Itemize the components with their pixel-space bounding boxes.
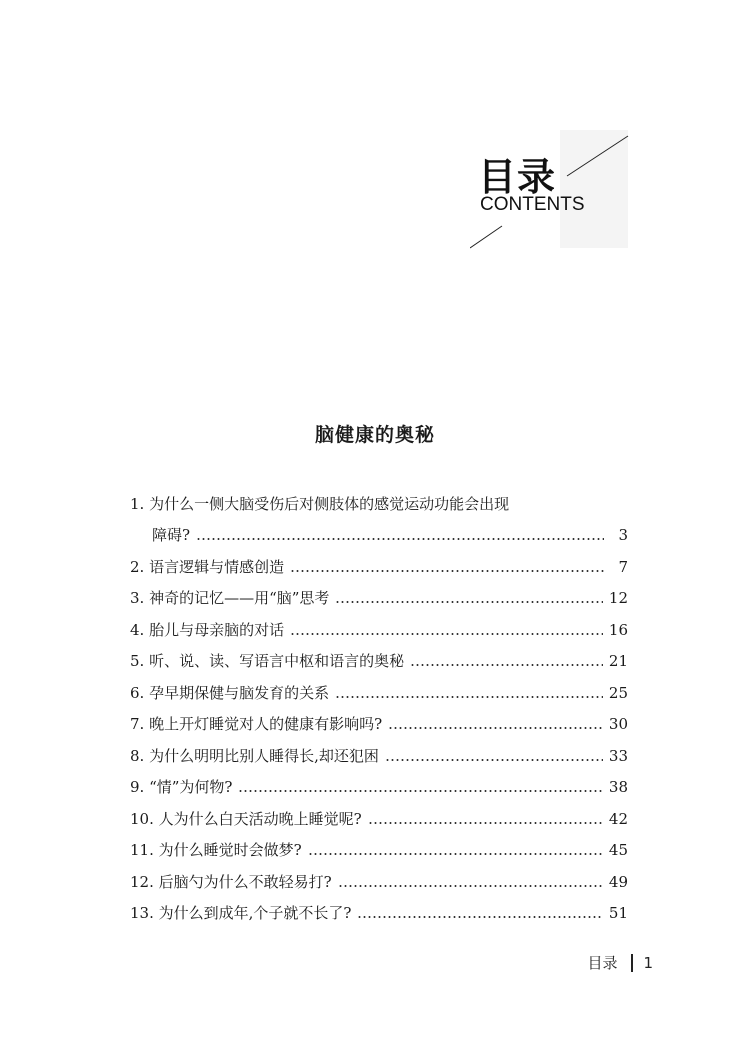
toc-page: 16	[608, 620, 628, 639]
toc-title: 孕早期保健与脑发育的关系	[149, 683, 330, 702]
toc-entry[interactable]	[130, 766, 628, 798]
toc-number: 2.	[130, 557, 150, 576]
toc-leader	[308, 853, 603, 855]
toc-title: 语言逻辑与情感创造	[149, 557, 285, 576]
heading-shadow-box	[560, 130, 628, 248]
toc-leader	[338, 885, 603, 887]
toc-number: 12.	[130, 872, 159, 891]
toc-entry[interactable]	[130, 608, 628, 640]
toc-page: 25	[608, 683, 628, 702]
toc-title: 晚上开灯睡觉对人的健康有影响吗?	[149, 715, 383, 733]
toc-entry[interactable]	[130, 577, 628, 609]
toc-leader	[368, 822, 603, 824]
toc-page: 38	[608, 778, 628, 796]
toc-entry[interactable]	[130, 640, 628, 672]
toc-page: 49	[608, 872, 628, 891]
toc-list	[130, 482, 628, 923]
toc-page: 45	[608, 841, 628, 859]
toc-leader	[335, 601, 602, 603]
toc-leader	[388, 727, 603, 729]
toc-title: 为什么明明比别人睡得长,却还犯困	[149, 746, 379, 765]
toc-title: 神奇的记忆——用“脑”思考	[149, 589, 330, 607]
toc-leader	[238, 790, 602, 792]
toc-leader	[290, 570, 604, 572]
toc-page: 7	[618, 557, 628, 576]
page-footer	[587, 952, 653, 973]
toc-number: 13.	[130, 904, 159, 922]
toc-leader	[290, 633, 603, 635]
toc-page: 30	[608, 715, 628, 733]
toc-number: 8.	[130, 746, 150, 765]
toc-title: 胎儿与母亲脑的对话	[149, 620, 285, 639]
toc-title: 听、说、读、写语言中枢和语言的奥秘	[149, 652, 405, 670]
toc-entry[interactable]	[130, 703, 628, 735]
footer-page-number: 1	[643, 953, 653, 972]
toc-title: “情”为何物?	[149, 778, 233, 796]
toc-page: 51	[608, 904, 628, 922]
toc-entry[interactable]	[130, 671, 628, 703]
toc-number: 7.	[130, 715, 150, 733]
heading-subtitle: CONTENTS	[480, 194, 585, 215]
toc-entry[interactable]	[130, 482, 628, 514]
toc-title: 为什么一侧大脑受伤后对侧肢体的感觉运动功能会出现	[149, 494, 510, 513]
toc-entry[interactable]	[130, 545, 628, 577]
toc-number: 6.	[130, 683, 150, 702]
heading-title: 目录	[478, 155, 557, 199]
toc-title: 人为什么白天活动晚上睡觉呢?	[158, 809, 362, 828]
heading-line-bottom	[470, 226, 502, 248]
toc-title: 障碍?	[152, 526, 191, 544]
toc-leader	[335, 696, 603, 698]
toc-number: 10.	[130, 809, 159, 828]
toc-entry[interactable]	[130, 860, 628, 892]
toc-entry[interactable]	[130, 734, 628, 766]
toc-number: 9.	[130, 778, 150, 796]
toc-number: 11.	[130, 841, 159, 859]
toc-leader	[196, 538, 604, 540]
footer-label: 目录	[587, 954, 618, 972]
toc-title: 为什么睡觉时会做梦?	[158, 841, 302, 859]
toc-page: 3	[618, 526, 628, 544]
section-title: 脑健康的奥秘	[314, 424, 435, 446]
toc-page: 21	[608, 652, 628, 670]
toc-leader	[385, 759, 603, 761]
toc-entry-continuation[interactable]	[130, 514, 628, 546]
toc-title: 为什么到成年,个子就不长了?	[158, 904, 352, 922]
toc-number: 1.	[130, 494, 150, 513]
toc-number: 4.	[130, 620, 150, 639]
toc-number: 5.	[130, 652, 150, 670]
toc-entry[interactable]	[130, 797, 628, 829]
toc-entry[interactable]	[130, 829, 628, 861]
toc-leader	[357, 916, 602, 918]
toc-number: 3.	[130, 589, 150, 607]
toc-page: 33	[608, 746, 628, 765]
footer-divider	[631, 954, 633, 972]
toc-entry[interactable]	[130, 892, 628, 924]
contents-heading	[470, 130, 630, 250]
toc-leader	[410, 664, 603, 666]
toc-page: 42	[608, 809, 628, 828]
toc-page: 12	[608, 589, 628, 607]
toc-title: 后脑勺为什么不敢轻易打?	[158, 872, 332, 891]
